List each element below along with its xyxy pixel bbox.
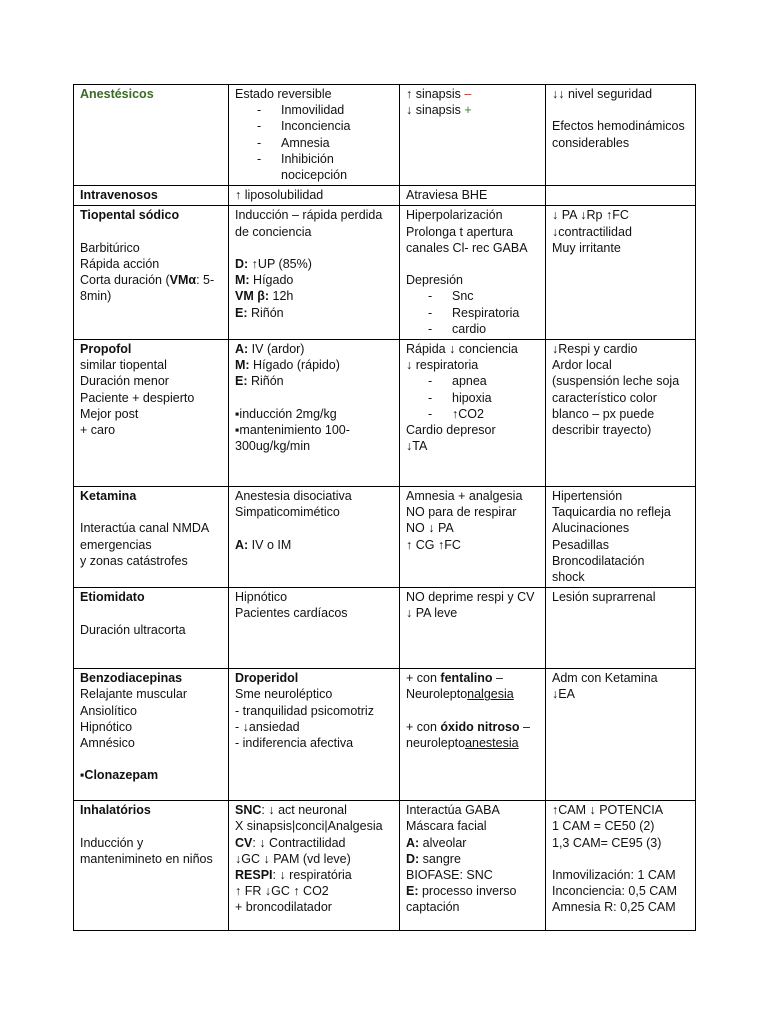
cell-line	[80, 272, 222, 304]
row-title: Tiopental sódico	[80, 208, 180, 223]
list-item: - Respiratoria	[428, 305, 539, 321]
cell-line	[406, 735, 539, 751]
cell-text: ↑ sinapsis	[406, 87, 465, 101]
cell-text: : ↓ Contractilidad	[252, 835, 346, 850]
cell-text: ↓GC ↓ PAM (vd leve)	[235, 851, 351, 866]
cell-line	[235, 537, 393, 553]
cell-line	[406, 719, 539, 735]
cell-label: A:	[235, 342, 249, 357]
cell-inhalatorios-pk	[400, 801, 546, 931]
plus-sign: +	[464, 103, 472, 118]
cell-tiopental-pk	[229, 206, 400, 340]
cell-text: –	[492, 671, 503, 686]
cell-anestesicos-state	[229, 85, 400, 186]
cell-text: neurolepto	[406, 736, 466, 751]
cell-anestesicos-effects: ↓↓ nivel seguridad Efectos hemodinámicos considerables	[546, 85, 696, 186]
cell-text: BIOFASE: SNC	[406, 868, 493, 883]
cell-line	[406, 851, 539, 867]
cell-anestesicos-title	[74, 85, 229, 186]
cell-text: ↑UP (85%)	[248, 257, 312, 272]
cell-text: Inducción y mantenimineto en niños	[80, 835, 213, 866]
list-item: - Inhibición nocicepción	[257, 151, 393, 183]
cell-text: Inducción – rápida perdida de conciencia	[235, 208, 383, 239]
cell-text: ▪inducción 2mg/kg	[235, 406, 337, 421]
cell-line	[235, 256, 393, 272]
cell-text: Riñón	[247, 374, 284, 389]
cell-propofol-mech	[400, 340, 546, 487]
cell-text: Corta duración (	[80, 273, 170, 288]
cell-text: Barbitúrico	[80, 240, 140, 255]
cell-text: + con	[406, 719, 441, 734]
table-row	[74, 85, 696, 186]
cell-label: SNC	[235, 803, 262, 818]
cell-text: ▪mantenimiento 100-300ug/kg/min	[235, 423, 350, 454]
cell-text: X sinapsis|conci|Analgesia	[235, 819, 383, 834]
cell-ketamina-effects: Hipertensión Taquicardia no refleja Alucinaciones Pesadillas Broncodilatación shock	[546, 487, 696, 588]
cell-label: RESPI	[235, 868, 273, 883]
list-item: - Amnesia	[257, 135, 393, 151]
cell-text: Rápida ↓ conciencia ↓ respiratoria	[406, 342, 518, 373]
row-title: Benzodiacepinas	[80, 671, 183, 686]
cell-ketamina-mech: Amnesia + analgesia NO para de respirar NO ↓ PA ↑ CG ↑FC	[400, 487, 546, 588]
cell-inhalatorios-title	[74, 801, 229, 931]
list-item: - cardio	[428, 321, 539, 337]
list-item: - Inconciencia	[257, 118, 393, 134]
cell-line	[406, 883, 539, 915]
cell-text: Hígado	[249, 273, 294, 288]
cell-etiomidato-c3: NO deprime respi y CV ↓ PA leve	[400, 588, 546, 669]
cell-propofol-title	[74, 340, 229, 487]
cell-text: Interactúa canal NMDA emergencias y zonas catástrofes	[80, 521, 209, 568]
cell-etiomidato-c2: Hipnótico Pacientes cardíacos	[229, 588, 400, 669]
cell-line	[235, 835, 393, 851]
cell-line	[235, 288, 393, 304]
cell-intravenosos-c2: ↑ liposolubilidad	[229, 186, 400, 206]
cell-label: D:	[406, 851, 420, 866]
table-row	[74, 186, 696, 206]
cell-text: alveolar	[419, 835, 467, 850]
cell-label: VMα	[169, 273, 197, 288]
cell-text: processo inverso captación	[406, 884, 517, 915]
cell-propofol-pk	[229, 340, 400, 487]
cell-benzo-effects: Adm con Ketamina ↓EA	[546, 669, 696, 801]
underlined-text: nalgesia	[467, 687, 514, 702]
list-item: - hipoxia	[428, 390, 539, 406]
cell-text: 12h	[269, 289, 294, 304]
cell-benzo-droperidol	[229, 669, 400, 801]
cell-text: Interactúa GABA	[406, 803, 500, 818]
cell-inhalatorios-cam: ↑CAM ↓ POTENCIA 1 CAM = CE50 (2) 1,3 CAM= CE95 (3) Inmovilización: 1 CAM Inconciencia: 0,5 CAM Amnesia R: 0,25 CAM	[546, 801, 696, 931]
cell-text: Sme neuroléptico - tranquilidad psicomotriz - ↓ansiedad - indiferencia afectiva	[235, 687, 374, 751]
row-title: Propofol	[80, 342, 132, 357]
cell-label: E:	[406, 884, 419, 899]
cell-text: similar tiopental Duración menor Paciente + despierto Mejor post + caro	[80, 358, 195, 438]
table-row	[74, 588, 696, 669]
cell-label: óxido nitroso	[440, 719, 520, 734]
cell-text: Hiperpolarización Prolonga t apertura canales Cl- rec GABA	[406, 208, 528, 255]
cell-title: Droperidol	[235, 671, 299, 686]
cell-text: sangre	[419, 851, 461, 866]
list-item: - Snc	[428, 288, 539, 304]
cell-tiopental-mech	[400, 206, 546, 340]
table-row	[74, 487, 696, 588]
cell-tiopental-title	[74, 206, 229, 340]
cell-text: Depresión	[406, 273, 463, 288]
cell-inhalatorios-effects	[229, 801, 400, 931]
cell-text: + broncodilatador	[235, 900, 332, 915]
cell-text: –	[519, 719, 531, 734]
cell-text: ↓ sinapsis	[406, 103, 465, 118]
cell-text: Estado reversible	[235, 87, 332, 101]
cell-propofol-effects: ↓Respi y cardio Ardor local (suspensión leche soja característico color blanco – px puede describir trayecto)	[546, 340, 696, 487]
cell-text: Hígado (rápido)	[249, 358, 340, 373]
cell-label: VM β:	[235, 289, 270, 304]
anesthetics-table	[73, 84, 696, 931]
cell-text: : 5-8min)	[80, 273, 215, 304]
cell-label: A:	[235, 537, 249, 552]
cell-text: : ↓ act neuronal	[261, 803, 347, 818]
cell-text: ↑ FR ↓GC ↑ CO2	[235, 884, 329, 899]
cell-text: + con	[406, 671, 441, 686]
cell-text: ▪Clonazepam	[80, 768, 159, 783]
cell-intravenosos-title	[74, 186, 229, 206]
cell-text: : ↓ respiratória	[272, 868, 352, 883]
cell-text: IV o IM	[248, 537, 292, 552]
cell-ketamina-title	[74, 487, 229, 588]
cell-label: fentalino	[440, 671, 493, 686]
table-row	[74, 801, 696, 931]
cell-line	[406, 86, 539, 102]
cell-text: Cardio depresor ↓TA	[406, 423, 496, 454]
cell-line	[235, 341, 393, 357]
table-row	[74, 206, 696, 340]
cell-text: Máscara facial	[406, 819, 487, 834]
list-item: - apnea	[428, 373, 539, 389]
cell-benzo-combos	[400, 669, 546, 801]
cell-text: Riñón	[247, 305, 284, 320]
dash-list	[235, 102, 393, 183]
cell-text: IV (ardor)	[248, 342, 305, 357]
cell-label: CV	[235, 835, 253, 850]
underlined-text: anestesia	[465, 736, 519, 751]
table-row	[74, 340, 696, 487]
row-title: Intravenosos	[80, 188, 158, 203]
cell-line	[406, 835, 539, 851]
row-title: Inhalatórios	[80, 803, 151, 818]
cell-label: E:	[235, 305, 248, 320]
cell-intravenosos-c3: Atraviesa BHE	[400, 186, 546, 206]
minus-sign: –	[464, 87, 472, 101]
cell-tiopental-effects: ↓ PA ↓Rp ↑FC ↓contractilidad Muy irritante	[546, 206, 696, 340]
cell-text: Neurolepto	[406, 687, 468, 702]
row-title: Anestésicos	[80, 87, 154, 101]
cell-ketamina-pk	[229, 487, 400, 588]
cell-etiomidato-title	[74, 588, 229, 669]
cell-line	[235, 802, 393, 818]
list-item: - Inmovilidad	[257, 102, 393, 118]
cell-text: Relajante muscular Ansiolítico Hipnótico Amnésico	[80, 687, 187, 751]
cell-benzo-title	[74, 669, 229, 801]
table-row	[74, 669, 696, 801]
cell-line	[406, 670, 539, 686]
cell-line	[406, 102, 539, 118]
cell-anestesicos-sinapsis	[400, 85, 546, 186]
cell-line	[235, 305, 393, 321]
cell-label: M:	[235, 273, 250, 288]
dash-list	[406, 288, 539, 337]
cell-line	[235, 357, 393, 373]
cell-text: Anestesia disociativa Simpaticomimético	[235, 489, 352, 520]
cell-label: D:	[235, 257, 249, 272]
cell-line	[235, 272, 393, 288]
list-item: - ↑CO2	[428, 406, 539, 422]
cell-text: Rápida acción	[80, 257, 160, 272]
row-title: Etiomidato	[80, 590, 145, 605]
cell-text: Duración ultracorta	[80, 622, 186, 637]
dash-list	[406, 373, 539, 422]
cell-line	[406, 686, 539, 702]
cell-label: E:	[235, 374, 248, 389]
cell-line	[235, 373, 393, 389]
cell-etiomidato-c4: Lesión suprarrenal	[546, 588, 696, 669]
row-title: Ketamina	[80, 489, 137, 504]
cell-line	[235, 867, 393, 883]
cell-intravenosos-c4	[546, 186, 696, 206]
cell-label: M:	[235, 358, 250, 373]
cell-label: A:	[406, 835, 420, 850]
